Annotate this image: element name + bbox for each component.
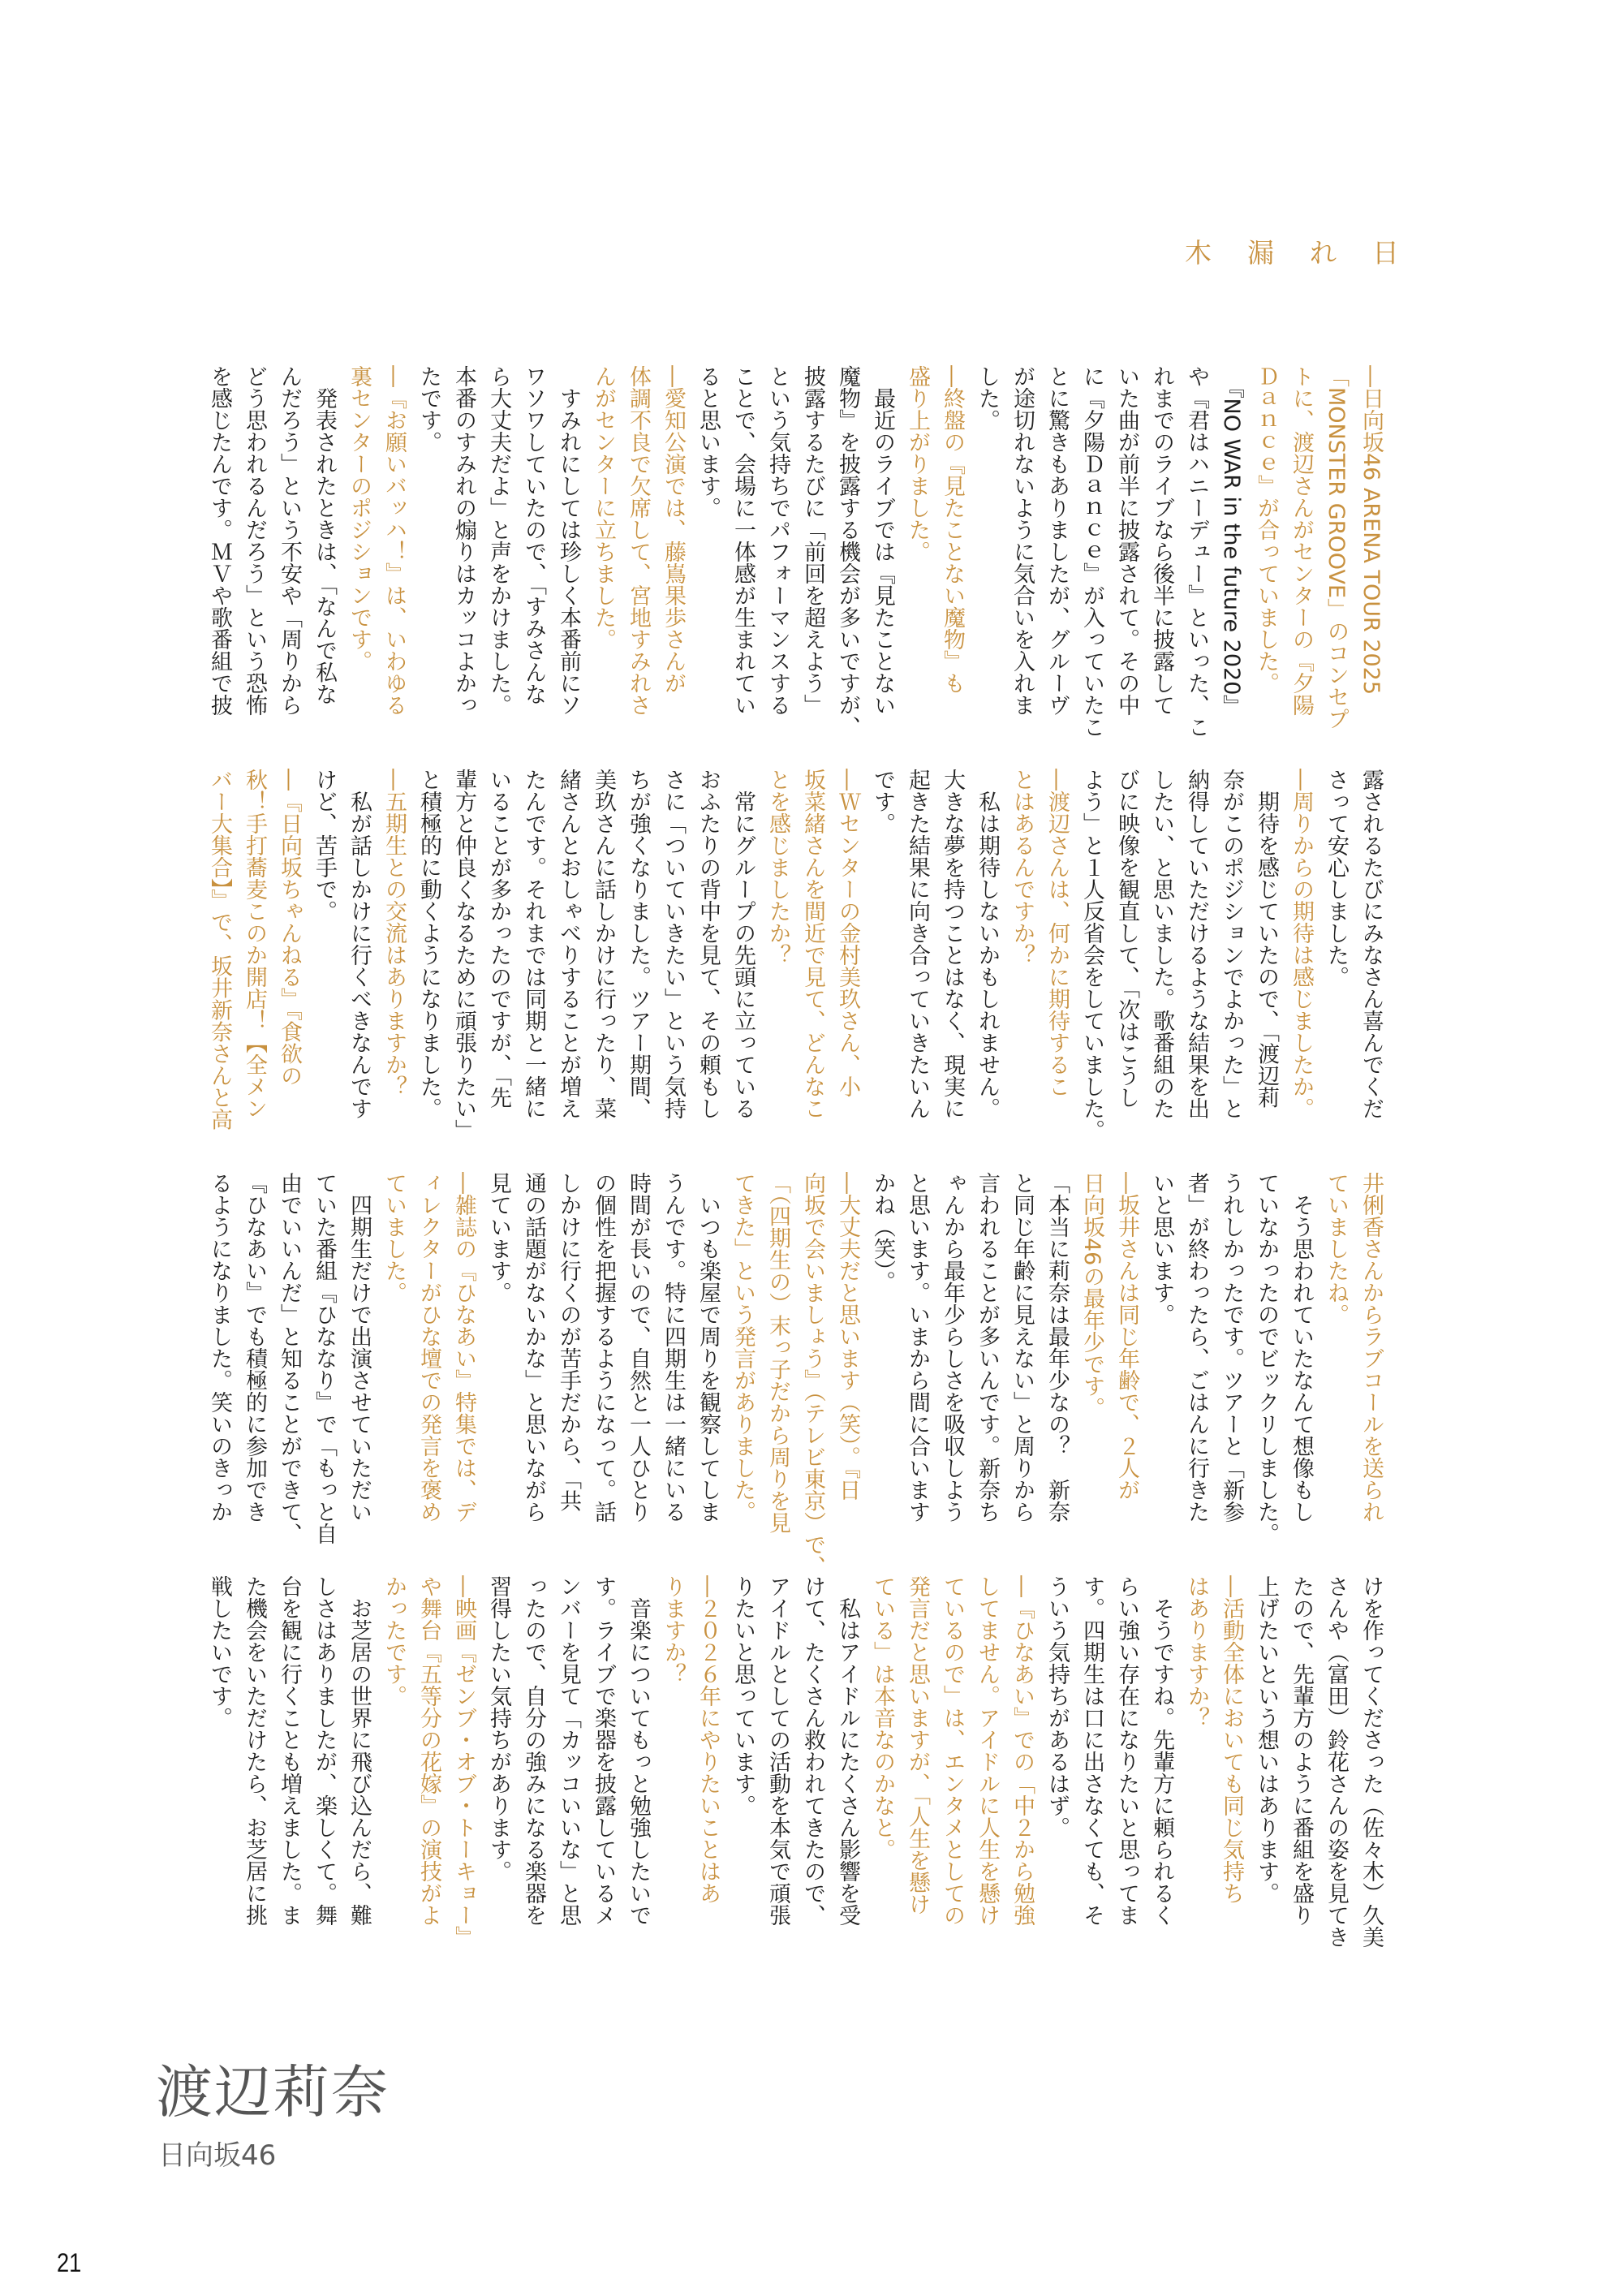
text-tier-2 (202, 769, 1388, 1141)
answer-text-line: どう思われるんだろう」という恐怖 (242, 365, 267, 716)
answer-text-line: ていた番組『ひななり』で「もっと自 (312, 1172, 337, 1544)
answer-text-line: 見ています。 (486, 1172, 511, 1303)
interviewer-question-line: とはあるんですか？ (1010, 769, 1035, 966)
answer-text-line: したい、と思いました。歌番組のた (1149, 769, 1174, 1119)
answer-text-line: いた曲が前半に披露されて。その中 (1114, 365, 1139, 716)
answer-text-line: ったので、自分の強みになる楽器を (521, 1575, 546, 1926)
answer-text-line: るようになりました。笑いのきっか (207, 1172, 232, 1523)
answer-text-line: と同じ年齢に見えない」と周りから (1010, 1172, 1035, 1523)
answer-text-line: びに映像を観直して、「次はこうし (1114, 769, 1139, 1109)
interviewer-question-line: とを感じましたか？ (765, 769, 790, 966)
answer-text-line: 言われることが多いんです。新奈ち (975, 1172, 1000, 1523)
answer-text-line: た機会をいただけたら、お芝居に挑 (242, 1575, 267, 1926)
answer-text-line: さって安心しました。 (1324, 769, 1349, 988)
answer-text-line: 戦したいです。 (207, 1575, 232, 1729)
answer-text-line: すみれにしては珍しく本番前にソ (556, 365, 581, 716)
member-name: 渡辺莉奈 (156, 2059, 390, 2126)
answer-text-line: です。 (870, 769, 895, 834)
interviewer-question-line: や舞台『五等分の花嫁』の演技がよ (416, 1575, 441, 1926)
answer-text-line: 通の話題がないかな」と思いながら (521, 1172, 546, 1523)
interviewer-question-line: してません。アイドルに人生を懸け (975, 1575, 1000, 1926)
answer-text-line: 奈がこのポジションでよかった」と (1219, 769, 1244, 1119)
answer-text-line: いと思います。 (1149, 1172, 1174, 1325)
answer-text-line: した。 (975, 365, 1000, 431)
interviewer-question-line: 井俐香さんからラブコールを送られ (1358, 1172, 1384, 1523)
answer-text-line: ンバーを見て「カッコいいな」と思 (556, 1575, 581, 1926)
interviewer-question-line: 坂菜緒さんを間近で見て、どんなこ (800, 769, 825, 1119)
answer-text-line: 音楽についてもっと勉強したいで (626, 1575, 651, 1926)
interviewer-question-line: ―五期生との交流はありますか？ (381, 769, 407, 1097)
interviewer-question-line: ているので」は、エンタメとしての (940, 1575, 965, 1926)
interviewer-question-line: ていました。 (381, 1172, 407, 1303)
interviewer-question-line: 裏センターのポジションです。 (347, 365, 372, 672)
interviewer-question-line: ―活動全体においても同じ気持ち (1219, 1575, 1244, 1904)
answer-text-line: アイドルとしての活動を本気で頑張 (765, 1575, 790, 1926)
answer-text-line: ていなかったのでビックリしました。 (1254, 1172, 1279, 1544)
answer-text-line: そうですね。先輩方に頼られるく (1149, 1575, 1174, 1926)
answer-text-line: たです。 (416, 365, 441, 453)
answer-text-line: たので、先輩方のように番組を盛り (1289, 1575, 1314, 1926)
answer-text-line: 時間が長いので、自然と一人ひとり (626, 1172, 651, 1523)
answer-text-line: 常にグループの先頭に立っている (730, 769, 756, 1119)
answer-text-line: いることが多かったのですが、「先 (486, 769, 511, 1109)
answer-text-line: す。四期生は口に出さなくても、そ (1079, 1575, 1104, 1926)
answer-text-line: れまでのライブなら後半に披露して (1149, 365, 1174, 716)
answer-text-line: けを作ってくださった（佐々木）久美 (1358, 1575, 1384, 1948)
answer-text-line: さに「ついていきたい」という気持 (661, 769, 686, 1119)
answer-text-line: 『ひなあい』でも積極的に参加でき (242, 1172, 267, 1523)
answer-text-line: 『NO WAR in the future 2020』 (1219, 365, 1244, 717)
interviewer-question-line: ―愛知公演では、藤嶌果歩さんが (661, 365, 686, 694)
answer-text-line: 最近のライブでは『見たことない (870, 365, 895, 716)
answer-text-line: 大きな夢を持つことはなく、現実に (940, 769, 965, 1119)
answer-text-line: おふたりの背中を見て、その頼もし (695, 769, 721, 1119)
answer-text-line: 緒さんとおしゃべりすることが増え (556, 769, 581, 1119)
answer-text-line: 露されるたびにみなさん喜んでくだ (1358, 769, 1384, 1119)
answer-text-line: りたいと思っています。 (730, 1575, 756, 1816)
answer-text-line: と積極的に動くようになりました。 (416, 769, 441, 1119)
answer-text-line: ことで、会場に一体感が生まれてい (730, 365, 756, 716)
answer-text-line: さんや（富田）鈴花さんの姿を見てき (1324, 1575, 1349, 1948)
interviewer-question-line: 向坂で会いましょう』（テレビ東京）で、 (800, 1172, 825, 1578)
answer-text-line: が途切れないように気合いを入れま (1010, 365, 1035, 716)
interviewer-question-line: ている」は本音なのかなと。 (870, 1575, 895, 1860)
answer-text-line: よう」と１人反省会をしていました。 (1079, 769, 1104, 1141)
answer-text-line: んだろう」という不安や「周りから (277, 365, 302, 716)
answer-text-line: 四期生だけで出演させていただい (347, 1172, 372, 1523)
interviewer-question-line: ていましたね。 (1324, 1172, 1349, 1325)
interviewer-question-line: ―『日向坂ちゃんねる』『食欲の (277, 769, 302, 1087)
answer-text-line: す。ライブで楽器を披露しているメ (591, 1575, 616, 1926)
answer-text-line: 輩方と仲良くなるために頑張りたい」 (451, 769, 476, 1141)
interviewer-question-line: Ｄａｎｃｅ』が合っていました。 (1254, 365, 1279, 694)
answer-text-line: うれしかったです。ツアーと「新参 (1219, 1172, 1244, 1523)
answer-text-line: 者」が終わったら、ごはんに行きた (1184, 1172, 1209, 1523)
answer-text-line: かね（笑）。 (870, 1172, 895, 1293)
answer-text-line: けど、苦手で。 (312, 769, 337, 922)
answer-text-line: という気持ちでパフォーマンスする (765, 365, 790, 716)
answer-text-line: とに驚きもありましたが、グルーヴ (1044, 365, 1070, 716)
answer-text-line: ると思います。 (695, 365, 721, 519)
answer-text-line: しさはありましたが、楽しくて。舞 (312, 1575, 337, 1926)
answer-text-line: 魔物』を披露する機会が多いですが、 (835, 365, 860, 738)
interviewer-question-line: トに、渡辺さんがセンターの『夕陽 (1289, 365, 1314, 716)
answer-text-line: 私が話しかけに行くべきなんです (347, 769, 372, 1119)
answer-text-line: うんです。特に四期生は一緒にいる (661, 1172, 686, 1523)
answer-text-line: 私はアイドルにたくさん影響を受 (835, 1575, 860, 1926)
interviewer-question-line: ―『お願いバッハ！』は、いわゆる (381, 365, 407, 716)
answer-text-line: 習得したい気持ちがあります。 (486, 1575, 511, 1882)
interviewer-question-line: ―渡辺さんは、何かに期待するこ (1044, 769, 1070, 1097)
answer-text-line: 納得していただけるような結果を出 (1184, 769, 1209, 1119)
answer-text-line: の個性を把握するようになって。話 (591, 1172, 616, 1523)
interviewer-question-line: バー大集合】』で、坂井新奈さんと高 (207, 769, 232, 1131)
answer-text-line: 上げたいという想いはあります。 (1254, 1575, 1279, 1904)
answer-text-line: ういう気持ちがあるはず。 (1044, 1575, 1070, 1838)
answer-text-line: 期待を感じていたので、「渡辺莉 (1254, 769, 1279, 1109)
interviewer-question-line: 秋！手打蕎麦このか開店！【全メン (242, 769, 267, 1119)
answer-text-line: しかけに行くのが苦手だから、「共 (556, 1172, 581, 1512)
answer-text-line: お芝居の世界に飛び込んだら、難 (347, 1575, 372, 1926)
interviewer-question-line: ―周りからの期待は感じましたか。 (1289, 769, 1314, 1119)
interviewer-question-line: かったです。 (381, 1575, 407, 1707)
answer-text-line: や『君はハニーデュー』といった、こ (1184, 365, 1209, 738)
answer-text-line: 由でいいんだ」と知ることができて、 (277, 1172, 302, 1544)
answer-text-line: いつも楽屋で周りを観察してしま (695, 1172, 721, 1523)
text-tier-4 (202, 1575, 1388, 1948)
interviewer-question-line: 盛り上がりました。 (905, 365, 930, 562)
interviewer-question-line: ―『ひなあい』での「中２から勉強 (1010, 1575, 1035, 1926)
interviewer-question-line: てきた」という発言がありました。 (730, 1172, 756, 1523)
answer-text-line: ワソワしていたので、「すみさんな (521, 365, 546, 705)
answer-text-line: 起きた結果に向き合っていきたいん (905, 769, 930, 1119)
answer-text-line: と思います。いまから間に合います (905, 1172, 930, 1523)
interviewer-question-line: 日向坂46の最年少です。 (1079, 1172, 1104, 1419)
interviewer-question-line: ―映画『ゼンブ・オブ・トーキョー』 (451, 1575, 476, 1948)
answer-text-line: らい強い存在になりたいと思ってま (1114, 1575, 1139, 1926)
answer-text-line: 「本当に莉奈は最年少なの？ 新奈 (1044, 1172, 1070, 1523)
interviewer-question-line: 発言だと思いますが、「人生を懸け (905, 1575, 930, 1915)
interviewer-question-line: 「MONSTER GROOVE」のコンセプ (1324, 365, 1349, 730)
interviewer-question-line: ―終盤の『見たことない魔物』も (940, 365, 965, 694)
answer-text-line: そう思われていたなんて想像もし (1289, 1172, 1314, 1523)
interviewer-question-line: はありますか？ (1184, 1575, 1209, 1729)
interviewer-question-line: んがセンターに立ちました。 (591, 365, 616, 650)
answer-text-line: 発表されたときは、「なんで私な (312, 365, 337, 705)
interviewer-question-line: ―日向坂46 ARENA TOUR 2025 (1358, 365, 1384, 696)
answer-text-line: たんです。それまでは同期と一緒に (521, 769, 546, 1119)
section-title: 木漏れ日 (1185, 237, 1435, 269)
answer-text-line: に『夕陽Ｄａｎｃｅ』が入っていたこ (1079, 365, 1104, 738)
answer-text-line: を感じたんです。ＭＶや歌番組で披 (207, 365, 232, 716)
interviewer-question-line: ―大丈夫だと思います（笑）。『日 (835, 1172, 860, 1501)
group-name: 日向坂46 (158, 2139, 277, 2172)
page-number: 21 (57, 2248, 82, 2277)
interviewer-question-line: ―Ｗセンターの金村美玖さん、小 (835, 769, 860, 1097)
text-tier-1 (202, 365, 1388, 738)
answer-text-line: けて、たくさん救われてきたので、 (800, 1575, 825, 1926)
interviewer-question-line: ―２０２６年にやりたいことはあ (695, 1575, 721, 1904)
answer-text-line: 披露するたびに「前回を超えよう」 (800, 365, 825, 716)
answer-text-line: 美玖さんに話しかけに行ったり、菜 (591, 769, 616, 1119)
answer-text-line: ゃんから最年少らしさを吸収しよう (940, 1172, 965, 1523)
answer-text-line: ちが強くなりました。ツアー期間、 (626, 769, 651, 1119)
interviewer-question-line: りますか？ (661, 1575, 686, 1685)
answer-text-line: 私は期待しないかもしれません。 (975, 769, 1000, 1119)
text-tier-3 (202, 1172, 1388, 1578)
answer-text-line: 本番のすみれの煽りはカッコよかっ (451, 365, 476, 716)
interviewer-question-line: ―雑誌の『ひなあい』特集では、デ (451, 1172, 476, 1523)
interviewer-question-line: ィレクターがひな壇での発言を褒め (416, 1172, 441, 1523)
interviewer-question-line: 「（四期生の）末っ子だから周りを見 (765, 1172, 790, 1534)
interviewer-question-line: 体調不良で欠席して、宮地すみれさ (626, 365, 651, 716)
answer-text-line: ら大丈夫だよ」と声をかけました。 (486, 365, 511, 716)
interviewer-question-line: ―坂井さんは同じ年齢で、２人が (1114, 1172, 1139, 1501)
answer-text-line: 台を観に行くことも増えました。ま (277, 1575, 302, 1926)
